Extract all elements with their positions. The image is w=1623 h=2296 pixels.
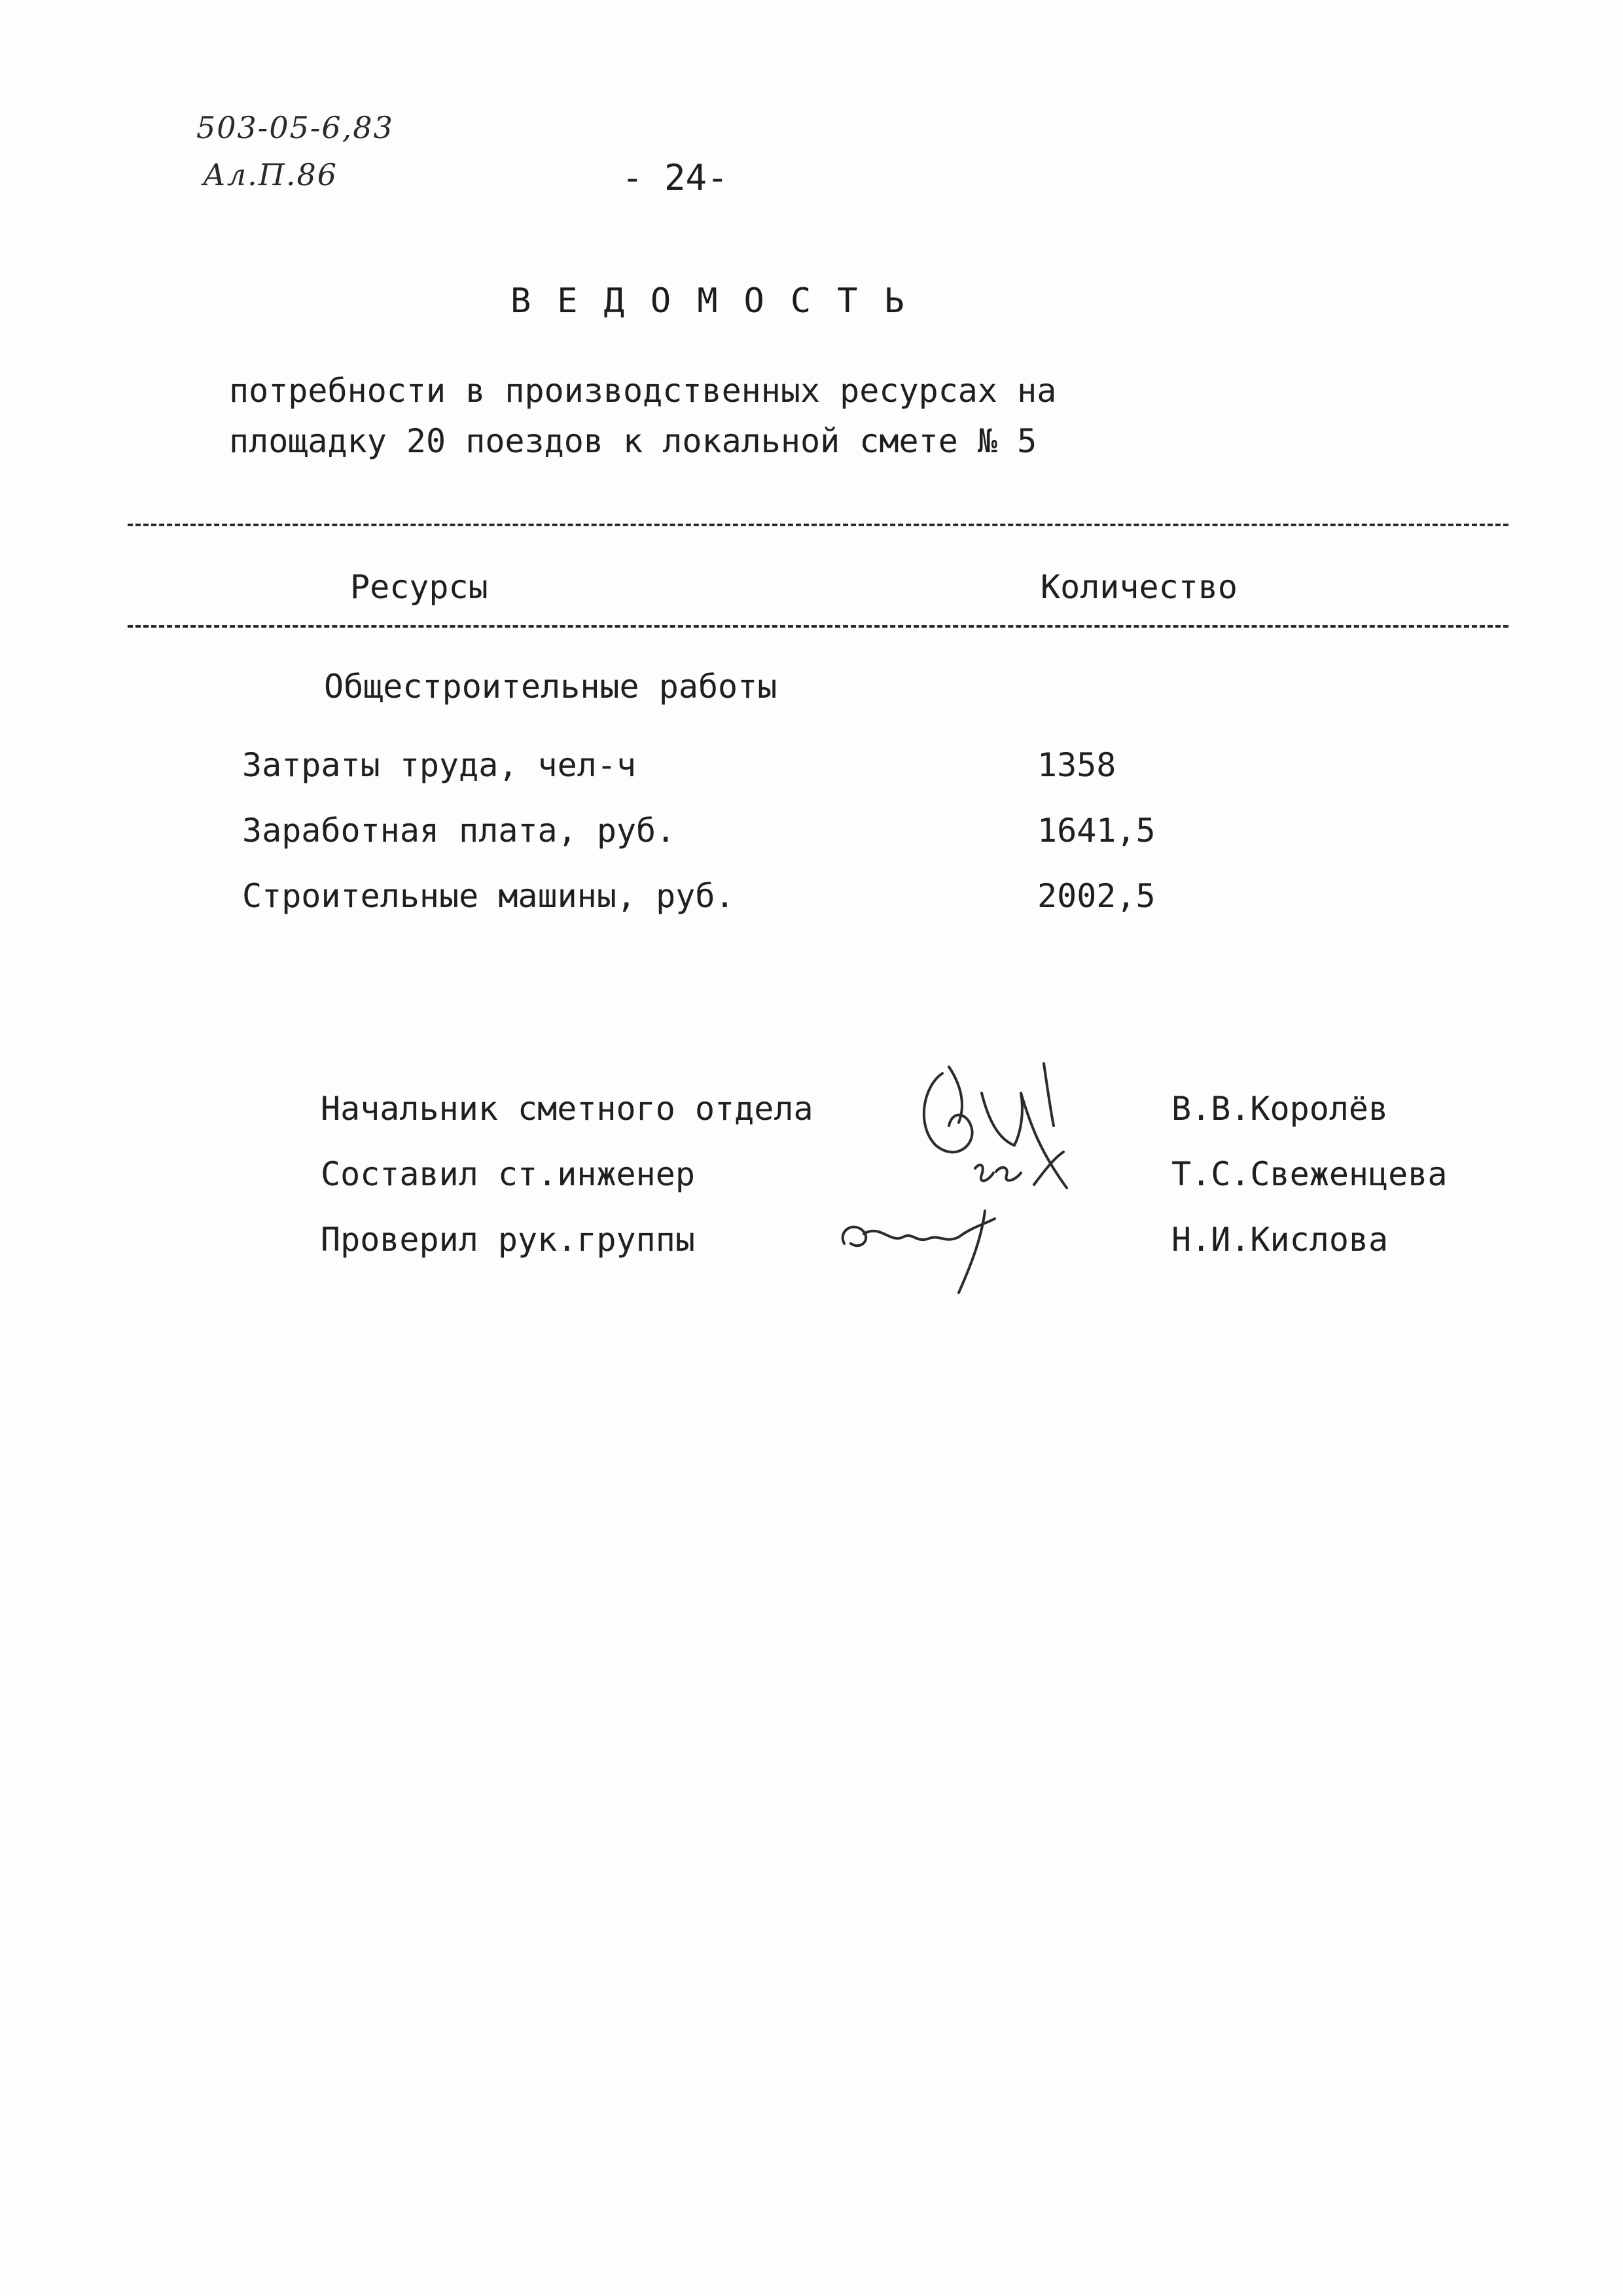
- row-3-quantity: 2002,5: [1037, 877, 1156, 915]
- row-2-resource: Заработная плата, руб.: [242, 812, 676, 850]
- row-3-resource: Строительные машины, руб.: [242, 877, 735, 915]
- table-header-rule: [128, 625, 1508, 628]
- table-top-rule: [128, 524, 1508, 526]
- signature-role-2: Составил ст.инженер: [321, 1155, 695, 1193]
- column-header-quantity: Количество: [1041, 568, 1238, 606]
- row-1-quantity: 1358: [1037, 746, 1116, 784]
- row-2-quantity: 1641,5: [1037, 812, 1156, 850]
- signature-name-2: Т.С.Свеженцева: [1171, 1155, 1448, 1193]
- row-1-resource: Затраты труда, чел-ч: [242, 746, 637, 784]
- doc-code: 503-05-6,83: [196, 110, 394, 145]
- signature-name-1: В.В.Королёв: [1171, 1090, 1389, 1128]
- page-number: - 24-: [622, 157, 728, 198]
- column-header-resources: Ресурсы: [350, 568, 488, 606]
- subtitle-line-1: потребности в производственных ресурсах на: [229, 372, 1057, 410]
- signature-role-3: Проверил рук.группы: [321, 1221, 695, 1259]
- handwritten-signatures: [825, 1047, 1165, 1296]
- album-ref: Ал.П.86: [203, 157, 338, 192]
- signature-role-1: Начальник сметного отдела: [321, 1090, 813, 1128]
- signature-name-3: Н.И.Кислова: [1171, 1221, 1389, 1259]
- section-heading: Общестроительные работы: [324, 668, 777, 706]
- document-title: ВЕДОМОСТЬ: [510, 281, 931, 321]
- subtitle-line-2: площадку 20 поездов к локальной смете № 5: [229, 422, 1037, 460]
